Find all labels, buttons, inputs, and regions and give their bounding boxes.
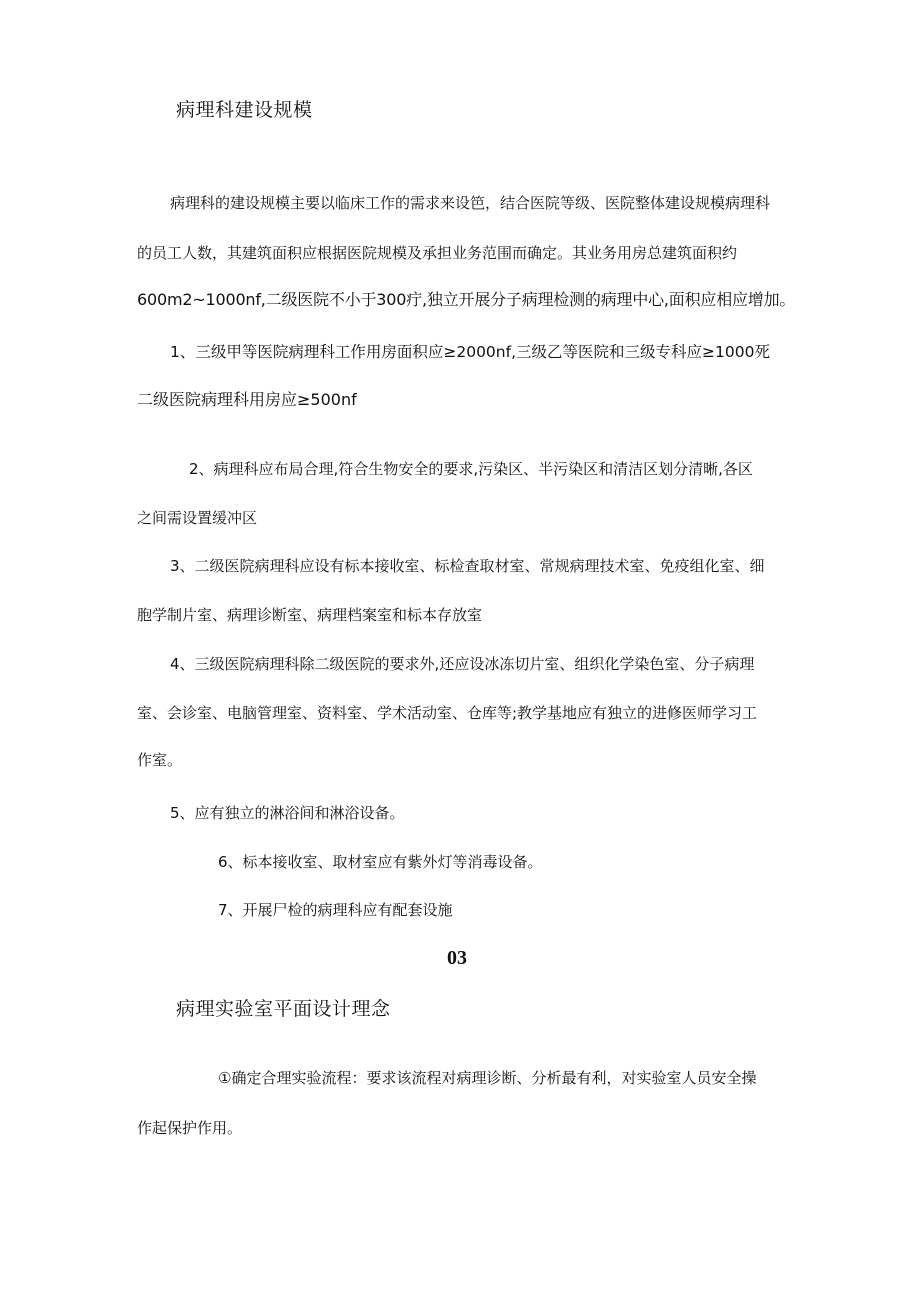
- item-2-line-1: 2、病理科应布局合理,符合生物安全的要求,污染区、半污染区和清洁区划分清晰,各区: [189, 460, 753, 478]
- section-heading-lab-layout-design: 病理实验室平面设计理念: [176, 998, 391, 1020]
- item-4-line-2: 室、会诊室、电脑管理室、资料室、学术活动室、仓库等;教学基地应有独立的进修医师学习工: [137, 704, 758, 722]
- section-number: 03: [447, 947, 467, 969]
- item-4-line-3: 作室。: [137, 751, 183, 769]
- design-paragraph-line-2: 作起保护作用。: [137, 1119, 243, 1137]
- item-5-line-1: 5、应有独立的淋浴间和淋浴设备。: [170, 804, 405, 822]
- item-7-line-1: 7、开展尸检的病理科应有配套设施: [218, 901, 453, 919]
- item-3-line-1: 3、二级医院病理科应设有标本接收室、标检查取材室、常规病理技术室、免疫组化室、细: [170, 557, 765, 575]
- intro-line-2: 的员工人数，其建筑面积应根据医院规模及承担业务范围而确定。其业务用房总建筑面积约: [137, 244, 738, 262]
- item-1-line-2: 二级医院病理科用房应≥500nf: [137, 390, 357, 409]
- item-1-line-1: 1、三级甲等医院病理科工作用房面积应≥2000nf,三级乙等医院和三级专科应≥1000死: [170, 343, 770, 361]
- item-2-line-2: 之间需设置缓冲区: [137, 509, 258, 527]
- intro-line-1: 病理科的建设规模主要以临床工作的需求来设笆，结合医院等级、医院整体建设规模病理科: [170, 194, 771, 212]
- item-6-line-1: 6、标本接收室、取材室应有紫外灯等消毒设备。: [218, 853, 543, 871]
- item-3-line-2: 胞学制片室、病理诊断室、病理档案室和标本存放室: [137, 606, 483, 624]
- intro-line-3: 600m2~1000nf,二级医院不小于300疔,独立开展分子病理检测的病理中心,面积应相应增加。: [137, 290, 796, 309]
- item-4-line-1: 4、三级医院病理科除二级医院的要求外,还应设冰冻切片室、组织化学染色室、分子病理: [170, 655, 755, 673]
- section-heading-construction-scale: 病理科建设规模: [176, 99, 313, 121]
- design-paragraph-line-1: ①确定合理实验流程：要求该流程对病理诊断、分析最有利，对实验室人员安全操: [218, 1069, 757, 1087]
